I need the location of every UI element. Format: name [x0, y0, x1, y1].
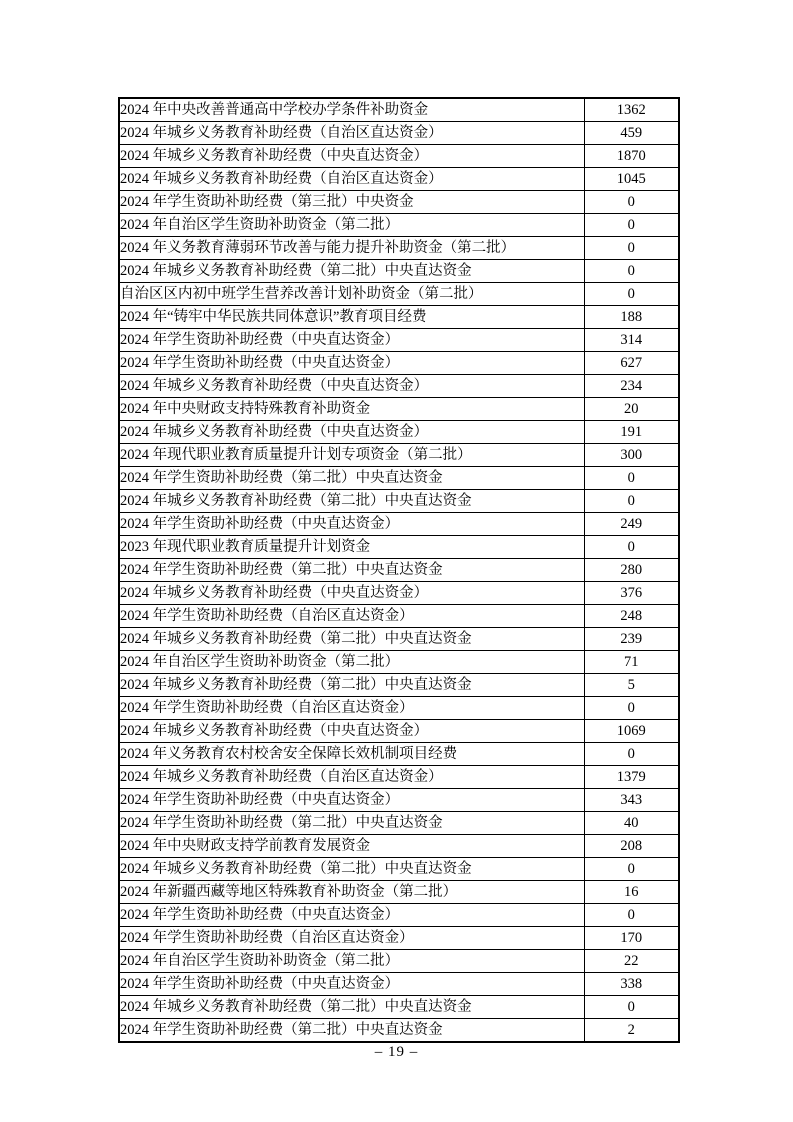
fund-item-name: 2024 年学生资助补助经费（自治区直达资金） — [119, 697, 584, 720]
fund-amount: 1362 — [584, 98, 679, 122]
fund-item-name: 2024 年城乡义务教育补助经费（第二批）中央直达资金 — [119, 674, 584, 697]
fund-amount: 22 — [584, 950, 679, 973]
fund-amount: 1379 — [584, 766, 679, 789]
fund-item-name: 2024 年城乡义务教育补助经费（第二批）中央直达资金 — [119, 858, 584, 881]
table-row — [119, 260, 679, 283]
fund-item-name: 2024 年学生资助补助经费（第二批）中央直达资金 — [119, 1019, 584, 1043]
table-row — [119, 881, 679, 904]
fund-amount: 0 — [584, 191, 679, 214]
fund-item-name: 2023 年现代职业教育质量提升计划资金 — [119, 536, 584, 559]
fund-item-name: 2024 年城乡义务教育补助经费（中央直达资金） — [119, 421, 584, 444]
table-row — [119, 559, 679, 582]
table-row — [119, 283, 679, 306]
fund-amount: 376 — [584, 582, 679, 605]
fund-amount: 0 — [584, 697, 679, 720]
table-row — [119, 950, 679, 973]
table-row — [119, 789, 679, 812]
fund-amount: 338 — [584, 973, 679, 996]
fund-item-name: 2024 年自治区学生资助补助资金（第二批） — [119, 651, 584, 674]
fund-item-name: 2024 年学生资助补助经费（第二批）中央直达资金 — [119, 467, 584, 490]
fund-item-name: 2024 年学生资助补助经费（第二批）中央直达资金 — [119, 812, 584, 835]
fund-item-name: 2024 年学生资助补助经费（中央直达资金） — [119, 904, 584, 927]
fund-amount: 0 — [584, 467, 679, 490]
fund-item-name: 2024 年城乡义务教育补助经费（中央直达资金） — [119, 720, 584, 743]
table-row — [119, 766, 679, 789]
fund-amount: 0 — [584, 490, 679, 513]
table-row — [119, 98, 679, 122]
table-row — [119, 467, 679, 490]
fund-amount: 170 — [584, 927, 679, 950]
table-row — [119, 145, 679, 168]
fund-item-name: 2024 年自治区学生资助补助资金（第二批） — [119, 214, 584, 237]
page-number: – 19 – — [374, 1044, 419, 1060]
funds-table-body — [119, 98, 679, 1042]
fund-item-name: 2024 年义务教育农村校舍安全保障长效机制项目经费 — [119, 743, 584, 766]
fund-amount: 239 — [584, 628, 679, 651]
table-row — [119, 237, 679, 260]
fund-amount: 0 — [584, 996, 679, 1019]
fund-item-name: 2024 年学生资助补助经费（第三批）中央资金 — [119, 191, 584, 214]
fund-item-name: 2024 年城乡义务教育补助经费（自治区直达资金） — [119, 168, 584, 191]
table-row — [119, 674, 679, 697]
table-row — [119, 835, 679, 858]
fund-item-name: 2024 年现代职业教育质量提升计划专项资金（第二批） — [119, 444, 584, 467]
fund-amount: 188 — [584, 306, 679, 329]
fund-item-name: 2024 年中央财政支持学前教育发展资金 — [119, 835, 584, 858]
fund-item-name: 2024 年城乡义务教育补助经费（中央直达资金） — [119, 145, 584, 168]
table-row — [119, 168, 679, 191]
table-row — [119, 122, 679, 145]
table-row — [119, 375, 679, 398]
fund-item-name: 2024 年学生资助补助经费（自治区直达资金） — [119, 927, 584, 950]
table-row — [119, 973, 679, 996]
fund-amount: 249 — [584, 513, 679, 536]
table-row — [119, 720, 679, 743]
fund-amount: 1069 — [584, 720, 679, 743]
table-row — [119, 444, 679, 467]
table-row — [119, 697, 679, 720]
table-row — [119, 996, 679, 1019]
fund-amount: 5 — [584, 674, 679, 697]
table-row — [119, 904, 679, 927]
fund-amount: 1045 — [584, 168, 679, 191]
table-row — [119, 352, 679, 375]
fund-item-name: 2024 年城乡义务教育补助经费（第二批）中央直达资金 — [119, 996, 584, 1019]
fund-item-name: 2024 年城乡义务教育补助经费（中央直达资金） — [119, 582, 584, 605]
table-row — [119, 651, 679, 674]
fund-item-name: 2024 年“铸牢中华民族共同体意识”教育项目经费 — [119, 306, 584, 329]
fund-amount: 459 — [584, 122, 679, 145]
fund-amount: 0 — [584, 743, 679, 766]
fund-amount: 300 — [584, 444, 679, 467]
fund-item-name: 2024 年城乡义务教育补助经费（第二批）中央直达资金 — [119, 490, 584, 513]
fund-amount: 627 — [584, 352, 679, 375]
table-row — [119, 490, 679, 513]
fund-item-name: 2024 年中央改善普通高中学校办学条件补助资金 — [119, 98, 584, 122]
fund-item-name: 2024 年学生资助补助经费（第二批）中央直达资金 — [119, 559, 584, 582]
table-row — [119, 191, 679, 214]
fund-amount: 0 — [584, 536, 679, 559]
fund-item-name: 2024 年学生资助补助经费（自治区直达资金） — [119, 605, 584, 628]
table-row — [119, 398, 679, 421]
fund-item-name: 2024 年城乡义务教育补助经费（自治区直达资金） — [119, 766, 584, 789]
fund-amount: 20 — [584, 398, 679, 421]
fund-amount: 248 — [584, 605, 679, 628]
table-row — [119, 605, 679, 628]
page-footer — [0, 1044, 793, 1061]
table-row — [119, 513, 679, 536]
fund-amount: 16 — [584, 881, 679, 904]
table-row — [119, 214, 679, 237]
table-row — [119, 1019, 679, 1043]
fund-item-name: 自治区区内初中班学生营养改善计划补助资金（第二批） — [119, 283, 584, 306]
fund-item-name: 2024 年学生资助补助经费（中央直达资金） — [119, 789, 584, 812]
table-row — [119, 329, 679, 352]
fund-amount: 0 — [584, 904, 679, 927]
fund-item-name: 2024 年学生资助补助经费（中央直达资金） — [119, 329, 584, 352]
funds-table — [118, 97, 680, 1043]
table-row — [119, 743, 679, 766]
fund-amount: 208 — [584, 835, 679, 858]
table-row — [119, 927, 679, 950]
table-row — [119, 306, 679, 329]
fund-amount: 0 — [584, 214, 679, 237]
table-row — [119, 812, 679, 835]
fund-amount: 314 — [584, 329, 679, 352]
fund-item-name: 2024 年城乡义务教育补助经费（自治区直达资金） — [119, 122, 584, 145]
table-row — [119, 858, 679, 881]
fund-item-name: 2024 年中央财政支持特殊教育补助资金 — [119, 398, 584, 421]
fund-item-name: 2024 年城乡义务教育补助经费（第二批）中央直达资金 — [119, 628, 584, 651]
fund-amount: 191 — [584, 421, 679, 444]
fund-item-name: 2024 年学生资助补助经费（中央直达资金） — [119, 352, 584, 375]
fund-amount: 280 — [584, 559, 679, 582]
fund-amount: 40 — [584, 812, 679, 835]
fund-amount: 0 — [584, 260, 679, 283]
fund-item-name: 2024 年自治区学生资助补助资金（第二批） — [119, 950, 584, 973]
fund-item-name: 2024 年新疆西藏等地区特殊教育补助资金（第二批） — [119, 881, 584, 904]
fund-item-name: 2024 年城乡义务教育补助经费（第二批）中央直达资金 — [119, 260, 584, 283]
table-row — [119, 582, 679, 605]
fund-item-name: 2024 年学生资助补助经费（中央直达资金） — [119, 513, 584, 536]
table-row — [119, 628, 679, 651]
table-row — [119, 421, 679, 444]
fund-item-name: 2024 年学生资助补助经费（中央直达资金） — [119, 973, 584, 996]
fund-item-name: 2024 年城乡义务教育补助经费（中央直达资金） — [119, 375, 584, 398]
fund-amount: 0 — [584, 858, 679, 881]
fund-amount: 0 — [584, 283, 679, 306]
table-row — [119, 536, 679, 559]
fund-amount: 1870 — [584, 145, 679, 168]
fund-amount: 0 — [584, 237, 679, 260]
fund-amount: 234 — [584, 375, 679, 398]
fund-amount: 2 — [584, 1019, 679, 1043]
fund-amount: 71 — [584, 651, 679, 674]
fund-item-name: 2024 年义务教育薄弱环节改善与能力提升补助资金（第二批） — [119, 237, 584, 260]
fund-amount: 343 — [584, 789, 679, 812]
